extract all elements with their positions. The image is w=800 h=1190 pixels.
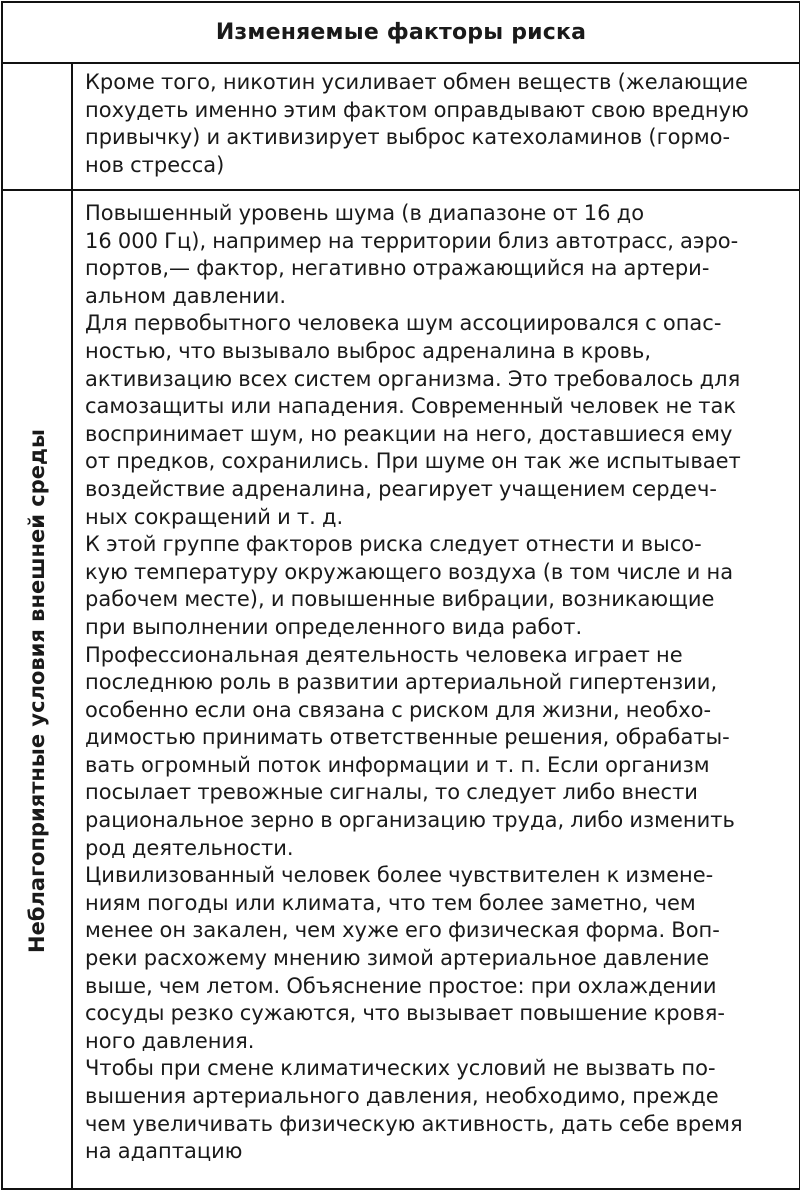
text-line: нов стресса): [85, 152, 225, 177]
row2-label: Неблагоприятные условия внешней среды: [25, 429, 49, 953]
text-line: род деятельности.: [85, 835, 294, 860]
column-divider: [71, 62, 73, 1188]
text-line: самозащиты или нападения. Современный человек не так: [85, 394, 737, 419]
text-line: рабочем месте), и повышенные вибрации, возникающие: [85, 587, 715, 612]
text-line: Кроме того, никотин усиливает обмен веществ (желающие: [85, 70, 748, 94]
text-line: портов,— фактор, негативно отражающийся на артери-: [85, 256, 710, 281]
table-header: Изменяемые факторы риска: [215, 20, 587, 45]
text-line: ного давления.: [85, 1028, 255, 1053]
text-line: менее он закален, чем хуже его физическая форма. Воп-: [85, 918, 720, 943]
text-line: вать огромный поток информации и т. п. Если организм: [85, 752, 710, 777]
text-line: воздействие адреналина, реагирует учащением сердеч-: [85, 476, 717, 501]
text-line: посылает тревожные сигналы, то следует либо внести: [85, 780, 698, 805]
text-line: К этой группе факторов риска следует отнести и высо-: [85, 532, 702, 557]
text-line: Цивилизованный человек более чувствителен к измене-: [85, 863, 714, 888]
text-line: Повышенный уровень шума (в диапазоне от 16 до: [85, 201, 645, 225]
text-line: вышения артериального давления, необходимо, прежде: [85, 1084, 719, 1108]
row1-text: [85, 69, 791, 179]
text-line: активизацию всех систем организма. Это требовалось для: [85, 366, 741, 391]
text-line: выше, чем летом. Объяснение простое: при охлаждении: [85, 973, 717, 998]
text-line: на адаптацию: [85, 1139, 243, 1164]
header-divider: [3, 62, 799, 64]
row2-label-cell: [3, 191, 71, 1188]
text-line: воспринимает шум, но реакции на него, доставшиеся ему: [85, 421, 733, 446]
text-line: ностью, что вызывало выброс адреналина в кровь,: [85, 338, 652, 363]
text-line: чем увеличивать физическую активность, дать себе время: [85, 1111, 743, 1136]
text-line: реки расхожему мнению зимой артериальное давление: [85, 946, 710, 971]
text-line: особенно если она связана с риском для жизни, необхо-: [85, 697, 712, 722]
text-line: сосуды резко сужаются, что вызывает повышение кровя-: [85, 1001, 726, 1026]
row-divider: [3, 189, 799, 191]
text-line: Профессиональная деятельность человека играет не: [85, 642, 683, 667]
text-line: рациональное зерно в организацию труда, либо изменить: [85, 808, 735, 833]
text-line: похудеть именно этим фактом оправдывают свою вредную: [85, 97, 749, 122]
text-line: Для первобытного человека шум ассоциировался с опас-: [85, 311, 722, 336]
text-line: 16 000 Гц), например на территории близ автотрасс, аэро-: [85, 228, 739, 253]
text-line: последнюю роль в развитии артериальной гипертензии,: [85, 670, 718, 695]
risk-factors-table: [1, 1, 800, 1190]
row2-text: [85, 200, 791, 1166]
text-line: привычку) и активизирует выброс катехоламинов (гормо-: [85, 125, 731, 150]
text-line: альном давлении.: [85, 283, 287, 308]
text-line: димостью принимать ответственные решения, обрабаты-: [85, 725, 730, 750]
text-line: от предков, сохранились. При шуме он так же испытывает: [85, 449, 741, 474]
text-line: при выполнении определенного вида работ.: [85, 614, 583, 639]
text-line: Чтобы при смене климатических условий не вызвать по-: [85, 1056, 716, 1081]
text-line: ниям погоды или климата, что тем более заметно, чем: [85, 890, 696, 915]
text-line: кую температуру окружающего воздуха (в том числе и на: [85, 559, 734, 584]
text-line: ных сокращений и т. д.: [85, 504, 344, 529]
